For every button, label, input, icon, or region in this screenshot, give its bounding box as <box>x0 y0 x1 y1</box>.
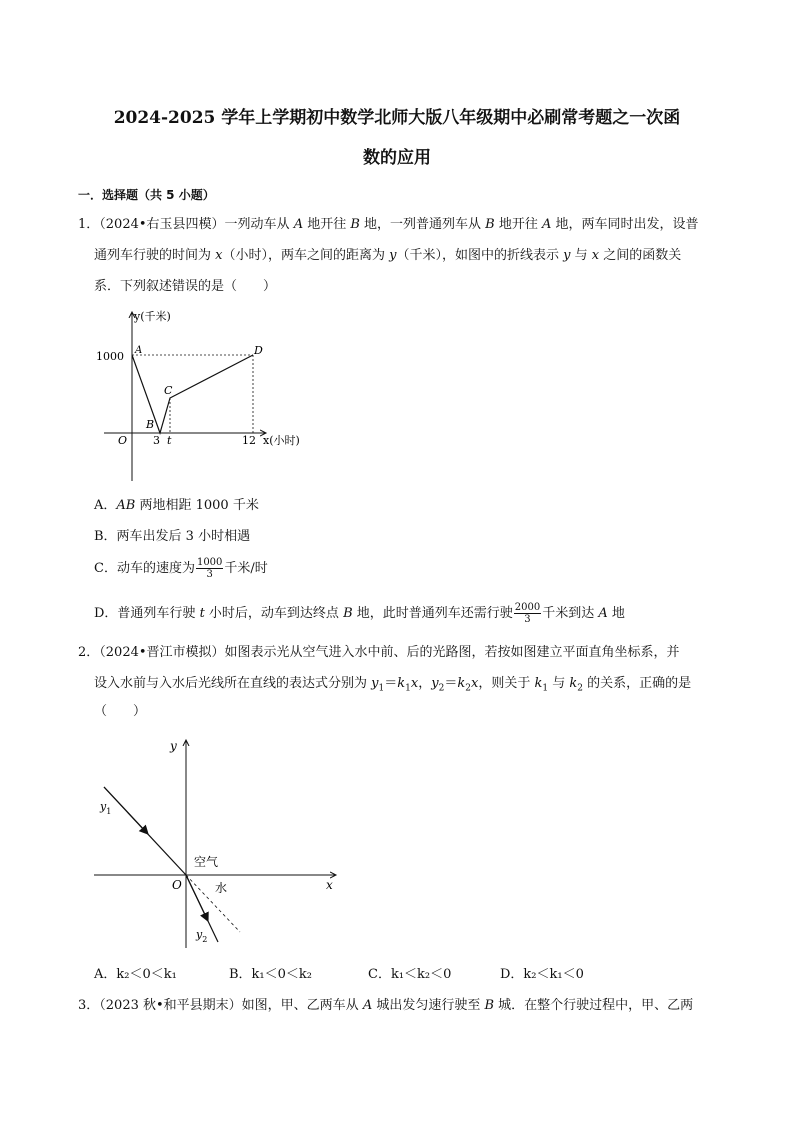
q1-label-1000: 1000 <box>96 350 124 363</box>
q1-option-c[interactable]: C．动车的速度为 $\frac{1000}{3}$ 千米/时 <box>94 557 268 580</box>
q1-point-B: B <box>146 418 155 431</box>
q2-origin: O <box>172 878 182 892</box>
q3-line1: 3．（2023 秋•和平县期末）如图，甲、乙两车从 A 城出发匀速行驶至 B 城．在整个行驶过程中，甲、乙两 <box>78 998 694 1013</box>
q2-y2-label: $y_2$ <box>196 928 208 944</box>
q1-line3: 系．下列叙述错误的是（ ） <box>94 279 277 294</box>
q2-x-label: x <box>326 878 333 892</box>
q2-line2: 设入水前与入水后光线所在直线的表达式分别为 $y_1=k_1x$，$y_2=k_2x$，则关于 $k_1$ 与 $k_2$ 的关系，正确的是 <box>94 676 692 694</box>
q1-origin: O <box>118 434 128 447</box>
q2-air-label: 空气 <box>194 855 219 869</box>
q1-tick-12: 12 <box>242 434 256 447</box>
q2-y-label: y <box>170 739 177 753</box>
q1-line1: 1．（2024•右玉县四模）一列动车从 A 地开往 B 地，一列普通列车从 B 地开往 A 地，两车同时出发，设普 <box>78 217 699 232</box>
doc-title-line1: 2024-2025 学年上学期初中数学北师大版八年级期中必刷常考题之一次函 <box>113 108 681 128</box>
q2-line1: 2．（2024•晋江市模拟）如图表示光从空气进入水中前、后的光路图，若按如图建立平面直角坐标系，并 <box>78 645 680 660</box>
q2-y1-label: $y_1$ <box>100 800 112 816</box>
q1-point-D: D <box>254 344 263 357</box>
q1-option-a[interactable]: A．AB 两地相距 1000 千米 <box>94 498 259 513</box>
q2-option-a[interactable]: A．k₂＜0＜k₁ <box>94 967 177 982</box>
q2-option-b[interactable]: B．k₁＜0＜k₂ <box>229 967 313 982</box>
q1-point-C: C <box>164 384 173 397</box>
q1-xlabel: x(小时) <box>263 434 300 447</box>
q2-water-label: 水 <box>215 881 228 895</box>
section-heading: 一．选择题（共 5 小题） <box>78 188 215 202</box>
q2-option-c[interactable]: C．k₁＜k₂＜0 <box>368 967 452 982</box>
q1-tick-t: t <box>167 434 172 447</box>
q2-ray-y2-arrow <box>186 875 208 921</box>
doc-title-line2: 数的应用 <box>363 148 431 168</box>
q2-graph <box>92 732 342 952</box>
q1-option-d[interactable]: D．普通列车行驶 t 小时后，动车到达终点 B 地，此时普通列车还需行驶 $\frac{2000}{3}$ 千米到达 A 地 <box>94 602 625 625</box>
q1-tick-3: 3 <box>153 434 160 447</box>
q2-line3: （ ） <box>94 704 147 719</box>
q1-point-A: A <box>135 345 143 356</box>
q1-option-b[interactable]: B．两车出发后 3 小时相遇 <box>94 529 251 544</box>
q1-ylabel: y(千米) <box>134 310 171 323</box>
q2-dashed-extension <box>186 875 240 932</box>
q1-line2: 通列车行驶的时间为 x（小时），两车之间的距离为 y（千米），如图中的折线表示 y 与 x 之间的函数关 <box>94 248 682 263</box>
q2-option-d[interactable]: D．k₂＜k₁＜0 <box>500 967 584 982</box>
q1-graph <box>92 306 322 490</box>
